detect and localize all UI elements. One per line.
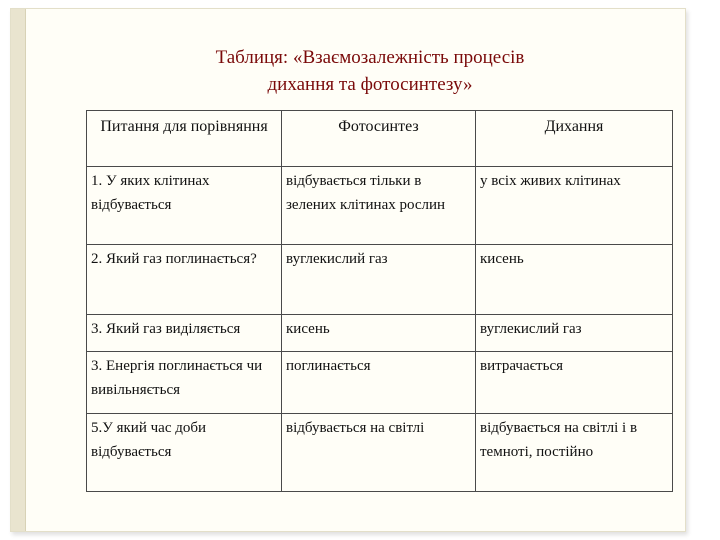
header-question: Питання для порівняння — [87, 111, 282, 167]
table-cell-respiration: відбувається на світлі і в темноті, постійно — [476, 414, 673, 492]
title-line-1: Таблиця: «Взаємозалежність процесів — [215, 47, 525, 68]
table-row — [87, 414, 673, 492]
header-photosynthesis: Фотосинтез — [282, 111, 476, 167]
table-cell-question: 3. Який газ виділяється — [87, 315, 282, 352]
slide-title — [100, 44, 640, 98]
table-cell-photosynthesis: відбувається тільки в зелених клітинах рослин — [282, 167, 476, 245]
table-cell-photosynthesis: кисень — [282, 315, 476, 352]
table-row — [87, 352, 673, 414]
table-cell-question: 1. У яких клітинах відбувається — [87, 167, 282, 245]
table-row — [87, 315, 673, 352]
table-cell-respiration: у всіх живих клітинах — [476, 167, 673, 245]
table-row — [87, 245, 673, 315]
header-respiration: Дихання — [476, 111, 673, 167]
table-cell-respiration: витрачається — [476, 352, 673, 414]
table-cell-respiration: вуглекислий газ — [476, 315, 673, 352]
table-row — [87, 167, 673, 245]
table-cell-question: 3. Енергія поглинається чи вивільняється — [87, 352, 282, 414]
table-cell-question: 2. Який газ поглинається? — [87, 245, 282, 315]
title-line-2: дихання та фотосинтезу» — [267, 74, 473, 95]
slide-left-bar — [11, 9, 26, 531]
table-cell-photosynthesis: відбувається на світлі — [282, 414, 476, 492]
table-header-row — [87, 111, 673, 167]
table-cell-photosynthesis: вуглекислий газ — [282, 245, 476, 315]
table-cell-respiration: кисень — [476, 245, 673, 315]
table-cell-question: 5.У який час доби відбувається — [87, 414, 282, 492]
comparison-table — [86, 110, 673, 492]
table-cell-photosynthesis: поглинається — [282, 352, 476, 414]
